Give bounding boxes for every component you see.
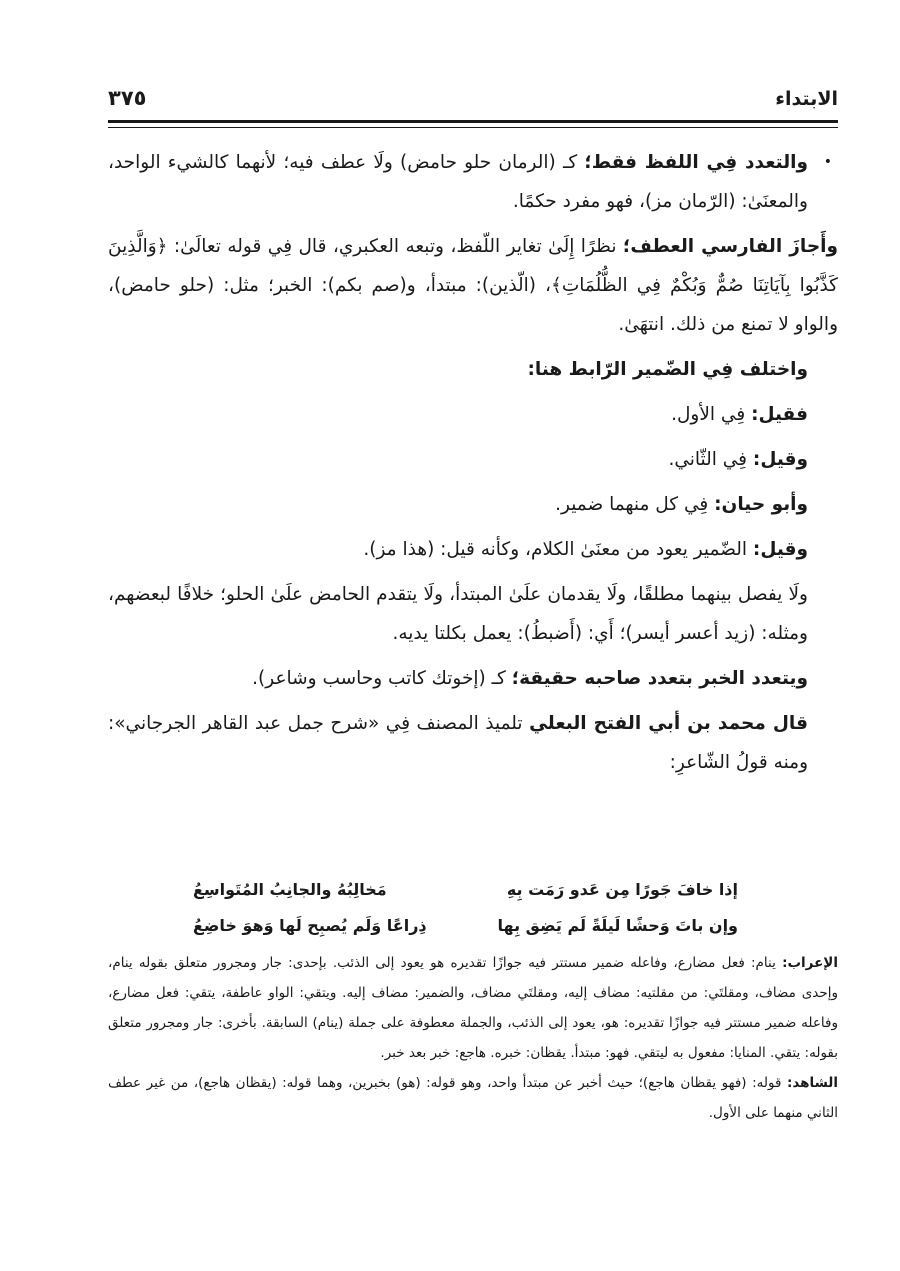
paragraph-text: ولَا يفصل بينهما مطلقًا، ولَا يقدمان علَىٰ المبتدأ، ولَا يتقدم الحامض علَىٰ الحلو؛ خلافًا لبعضهم، ومثله: (زيد أعسر أيسر)؛ أَي: (أَضبطُ): يعمل بكلتا يديه. bbox=[108, 584, 808, 644]
paragraph-lead: وقيل: bbox=[752, 449, 808, 470]
running-header bbox=[108, 86, 838, 116]
paragraph-text: نظرًا إِلَىٰ تغاير اللّفظ، وتبعه العكبري، قال فِي قوله تعالَىٰ: ﴿وَالَّذِينَ كَذَّبُوا بِآيَاتِنَا صُمٌّ وَبُكْمٌ فِي الظُّلُمَاتِ﴾، (الّذين): مبتدأ، و(صم بكم): الخبر؛ مثل: (حلو حامض)، والواو لا تمنع من ذلك. انتهَىٰ. bbox=[108, 236, 838, 335]
footnote-text: ينام: فعل مضارع، وفاعله ضمير مستتر فيه جوازًا تقديره هو يعود إلى الذئب. بإحدى: جار ومجرور متعلق بقوله ينام، وإحدى مضاف، ومقلتَي: من مقلتيه: مضاف إليه، ومقلتَي مضاف، والضمير: مضاف إليه. ويتقي: الواو عاطفة، يتقي: فعل مضارع، وفاعله ضمير مستتر فيه جوازًا تقديره: هو، يعود إلى الذئب، والجملة معطوفة على جملة (ينام) السابقة. بأخرى: جار ومجرور متعلق بقوله: يتقي. المنايا: مفعول به ليتقي. فهو: مبتدأ. يقظان: خبره. هاجع: خبر بعد خبر. bbox=[108, 955, 838, 1061]
paragraph bbox=[108, 575, 838, 653]
paragraph-lead: وأَجازَ الفارسي العطف؛ bbox=[622, 236, 838, 257]
paragraph bbox=[108, 440, 838, 479]
verse-line bbox=[148, 872, 798, 908]
footnotes bbox=[108, 948, 838, 1128]
paragraph-text: فِي الأول. bbox=[671, 404, 752, 425]
paragraph bbox=[108, 530, 838, 569]
header-rule-thick bbox=[108, 120, 838, 123]
paragraph bbox=[108, 659, 838, 698]
paragraph bbox=[108, 704, 838, 782]
bullet-icon: • bbox=[823, 154, 832, 170]
verse-line bbox=[148, 908, 798, 944]
paragraph-lead: والتعدد فِي اللفظ فقط؛ bbox=[584, 152, 808, 173]
footnote-shahid bbox=[108, 1068, 838, 1128]
verse-first-hemistich: إذا خافَ جَورًا مِن عَدو رَمَت بِهِ bbox=[506, 880, 738, 899]
verse-first-hemistich: وإن باتَ وَحشًا لَيلَةً لَم يَضِق بِها bbox=[497, 916, 738, 935]
paragraph-lead: واختلف فِي الضّمير الرّابط هنا: bbox=[527, 359, 808, 380]
paragraph-lead: ويتعدد الخبر بتعدد صاحبه حقيقة؛ bbox=[511, 668, 808, 689]
verse-second-hemistich: ذِراعًا وَلَم يُصبِح لَها وَهوَ خاضِعُ bbox=[193, 916, 427, 935]
paragraph-lead: وقيل: bbox=[752, 539, 808, 560]
paragraph-text: فِي الثّاني. bbox=[668, 449, 753, 470]
paragraph bbox=[108, 350, 838, 389]
paragraph-text: كـ (الرمان حلو حامض) ولَا عطف فيه؛ لأنهما كالشيء الواحد، والمعنَىٰ: (الرّمان مز)، فهو مفرد حكمًا. bbox=[108, 152, 808, 212]
paragraph-text: الضّمير يعود من معنَىٰ الكلام، وكأنه قيل: (هذا مز). bbox=[363, 539, 753, 560]
footnote-label: الإعراب: bbox=[782, 955, 838, 971]
paragraph-lead: قال محمد بن أبي الفتح البعلي bbox=[529, 713, 808, 734]
main-text bbox=[108, 143, 838, 788]
verse-second-hemistich: مَخالِبُهُ والجانِبُ المُتَواسِعُ bbox=[193, 880, 387, 899]
paragraph bbox=[108, 227, 838, 344]
footnote-label: الشاهد: bbox=[786, 1075, 838, 1091]
footnote-i3rab bbox=[108, 948, 838, 1068]
header-rule-thin bbox=[108, 127, 838, 128]
page-number: ٣٧٥ bbox=[108, 86, 147, 110]
poem-verses bbox=[148, 872, 798, 944]
paragraph-text: كـ (إخوتك كاتب وحاسب وشاعر). bbox=[252, 668, 512, 689]
paragraph bbox=[108, 485, 838, 524]
paragraph-lead: وأبو حيان: bbox=[714, 494, 808, 515]
paragraph-lead: فقيل: bbox=[751, 404, 808, 425]
paragraph-bullet bbox=[108, 143, 838, 221]
paragraph-text: تلميذ المصنف فِي «شرح جمل عبد القاهر الجرجاني»: ومنه قولُ الشّاعرِ: bbox=[108, 713, 808, 773]
footnote-text: قوله: (فهو يقظان هاجع)؛ حيث أخبر عن مبتدأ واحد، وهو قوله: (هو) بخبرين، وهما قوله: (يقظان هاجع)، من غير عطف الثاني منهما على الأول. bbox=[108, 1075, 838, 1121]
paragraph-text: فِي كل منهما ضمير. bbox=[555, 494, 715, 515]
paragraph bbox=[108, 395, 838, 434]
chapter-title: الابتداء bbox=[775, 88, 838, 110]
